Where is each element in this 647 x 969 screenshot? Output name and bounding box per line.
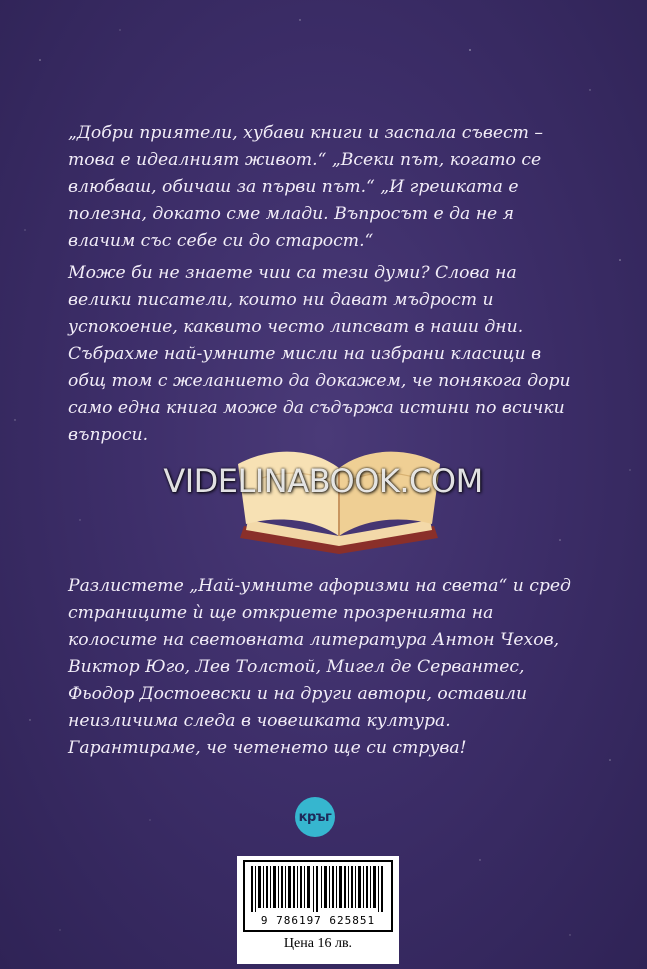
description-paragraph: Може би не знаете чии са тези думи? Слова на велики писатели, които ни дават мъдрост и успокоение, каквито често липсват в наши дни. Събрахме най-умните мисли на избрани класици в общ том с желанието да докажем, че понякога дори само една книга може да съдържа истини по всички въпроси.: [68, 263, 571, 445]
barcode: [237, 856, 399, 964]
barcode-bars: [251, 866, 385, 912]
publisher-logo-text: кръг: [298, 809, 332, 825]
barcode-number: 9 786197 625851: [260, 914, 376, 927]
price-label: Цена 16 лв.: [283, 936, 353, 951]
promo-paragraph: Разлистете „Най-умните афоризми на света“ и сред страниците ѝ ще откриете прозренията на колосите на световната литература Антон Чехов, Виктор Юго, Лев Толстой, Мигел де Сервантес, Фьодор Достоевски и на други автори, оставили неизличима следа в човешката култура. Гарантираме, че четенето ще си струва!: [68, 576, 571, 758]
publisher-logo: [295, 797, 335, 837]
watermark-text: VIDELINABOOK.COM: [163, 462, 483, 500]
quote-paragraph: „Добри приятели, хубави книги и заспала съвест – това е идеалният живот.“ „Всеки път, когато се влюбваш, обичаш за първи път.“ „И грешката е полезна, докато сме млади. Въпросът е да не я влачим със себе си до старост.“: [68, 123, 543, 251]
